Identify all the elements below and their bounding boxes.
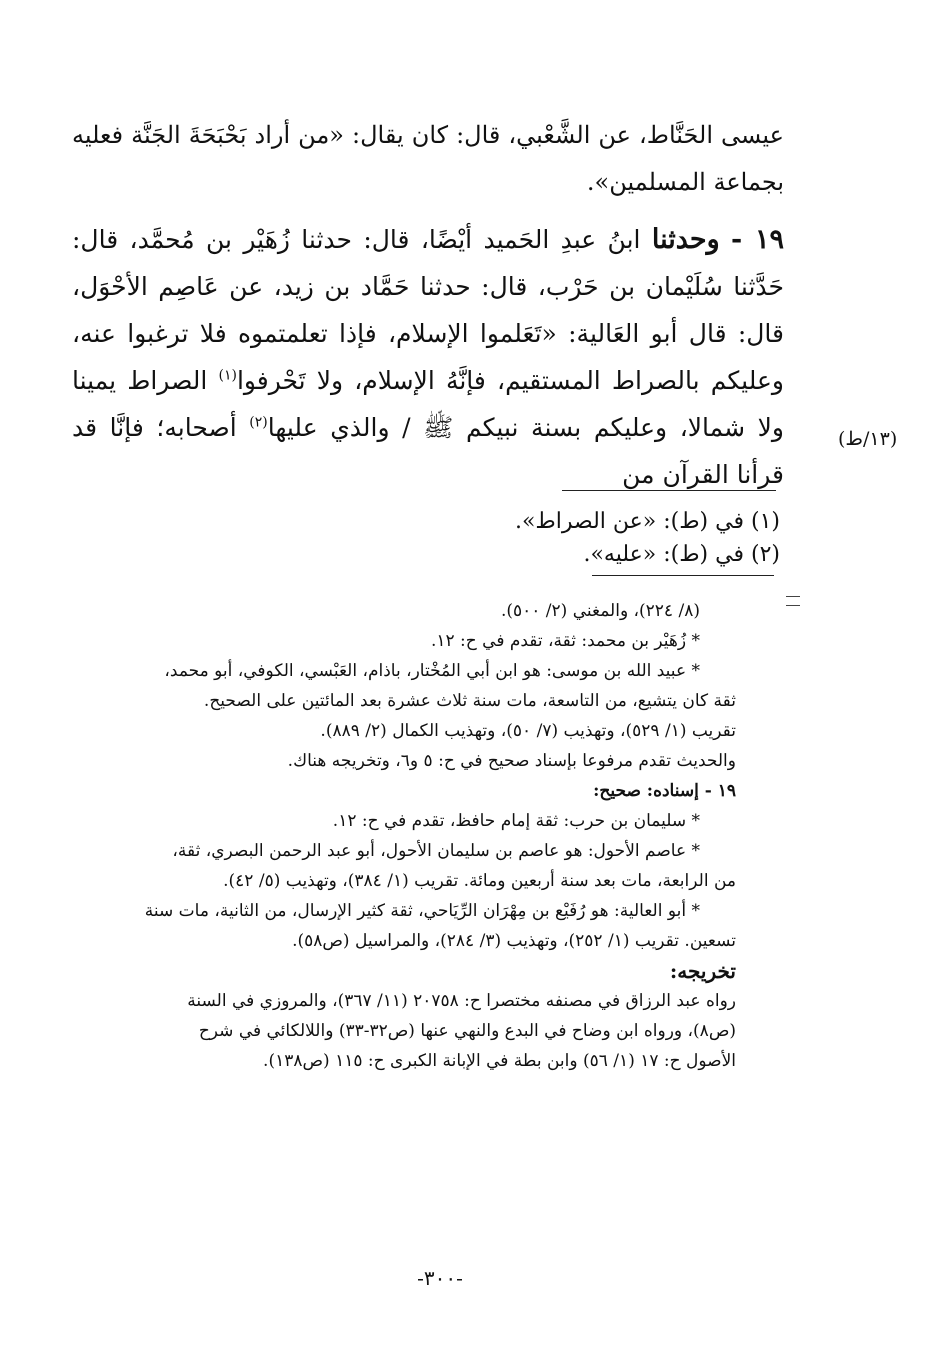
commentary-block	[76, 596, 736, 1076]
commentary-line: * عبيد الله بن موسى: هو ابن أبي المُخْتار، باذام، العَبْسي، الكوفي، أبو محمد،	[164, 661, 700, 681]
paragraph-18-end	[72, 112, 784, 206]
commentary-line: ثقة كان يتشيع، من التاسعة، مات سنة ثلاث عشرة بعد المائتين على الصحيح.	[203, 691, 736, 711]
commentary-line: * سليمان بن حرب: ثقة إمام حافظ، تقدم في ح: ١٢.	[332, 811, 700, 831]
footnote-reference-1[interactable]: (١)	[218, 367, 237, 384]
footnote-2: (٢) في (ط): «عليه».	[583, 542, 780, 567]
hadith-text: أصحابه؛ فإنَّا قد قرأنا القرآن من	[72, 413, 784, 489]
hadith-number: ١٩ -	[731, 224, 785, 255]
paragraph-hadith-19	[72, 216, 784, 498]
commentary-line: الأصول ح: ١٧ (١/ ٥٦) وابن بطة في الإبانة الكبرى ح: ١١٥ (ص١٣٨).	[263, 1051, 736, 1071]
hadith-text: الصراط يمينا ولا شمالا، وعليكم بسنة نبيكم ﷺ / والذي عليها	[72, 366, 785, 442]
takhrij-heading: تخريجه:	[669, 959, 736, 983]
commentary-line: رواه عبد الرزاق في مصنفه مختصرا ح: ٢٠٧٥٨ (١١/ ٣٦٧)، والمروزي في السنة	[187, 991, 736, 1011]
haddathana-word: وحدثنا	[651, 224, 720, 255]
footnote-1: (١) في (ط): «عن الصراط».	[514, 509, 780, 534]
commentary-line: والحديث تقدم مرفوعا بإسناد صحيح في ح: ٥ و٦، وتخريجه هناك.	[287, 751, 736, 771]
commentary-line: تقريب (١/ ٥٢٩)، وتهذيب (٧/ ٥٠)، وتهذيب الكمال (٢/ ٨٨٩).	[320, 721, 736, 741]
commentary-line: * عاصم الأحول: هو عاصم بن سليمان الأحول، أبو عبد الرحمن البصري، ثقة،	[172, 841, 700, 861]
footnote-separator	[562, 490, 776, 491]
commentary-line: * زُهَيْر بن محمد: ثقة، تقدم في ح: ١٢.	[430, 631, 700, 651]
hadith-text: ابنُ عبدِ الحَميد أيْضًا، قال: حدثنا زُهَيْر بن مُحمَّد، قال: حَدَّثنا سُلَيْمان بن حَرْب، قال: حدثنا حَمَّاد بن زيد، عن عَاصِم الأحْوَل، قال: قال أبو العَالية: «تَعَلموا الإسلام، فإذا تعلمتموه فلا ترغبوا عنه، وعليكم بالصراط المستقيم، فإنَّهُ الإسلام، ولا تَحْرفوا	[72, 225, 784, 395]
commentary-line: (ص٨)، ورواه ابن وضاح في البدع والنهي عنها (ص٣٢-٣٣) واللالكائي في شرح	[198, 1021, 736, 1041]
footnote-reference-2[interactable]: (٢)	[249, 414, 268, 431]
footnotes	[440, 505, 780, 571]
commentary-line: * أبو العالية: هو رُفَيْع بن مِهْرَان الرِّيَاحي، ثقة كثير الإرسال، من الثانية، مات سنة	[144, 901, 700, 921]
commentary-line: (٨/ ٢٢٤)، والمغني (٢/ ٥٠٠).	[500, 601, 700, 621]
commentary-line-isnad: ١٩ - إسناده: صحيح:	[593, 781, 736, 801]
margin-mark	[786, 596, 800, 606]
main-text-block	[72, 112, 784, 498]
page-number: -٣٠٠-	[417, 1266, 463, 1290]
footnote-end-rule	[592, 575, 774, 576]
commentary-line: تسعين. تقريب (١/ ٢٥٢)، وتهذيب (٣/ ٢٨٤)، والمراسيل (ص٥٨).	[292, 931, 736, 951]
margin-page-reference: (١٣/ط)	[838, 428, 898, 450]
commentary-line: من الرابعة، مات بعد سنة أربعين ومائة. تقريب (١/ ٣٨٤)، وتهذيب (٥/ ٤٢).	[223, 871, 736, 891]
main-line: بجماعة المسلمين».	[586, 168, 784, 196]
main-line: عيسى الحَنَّاط، عن الشَّعْبي، قال: كان يقال: «من أراد بَحْبَحَةَ الجَنَّة فعليه	[72, 121, 784, 149]
